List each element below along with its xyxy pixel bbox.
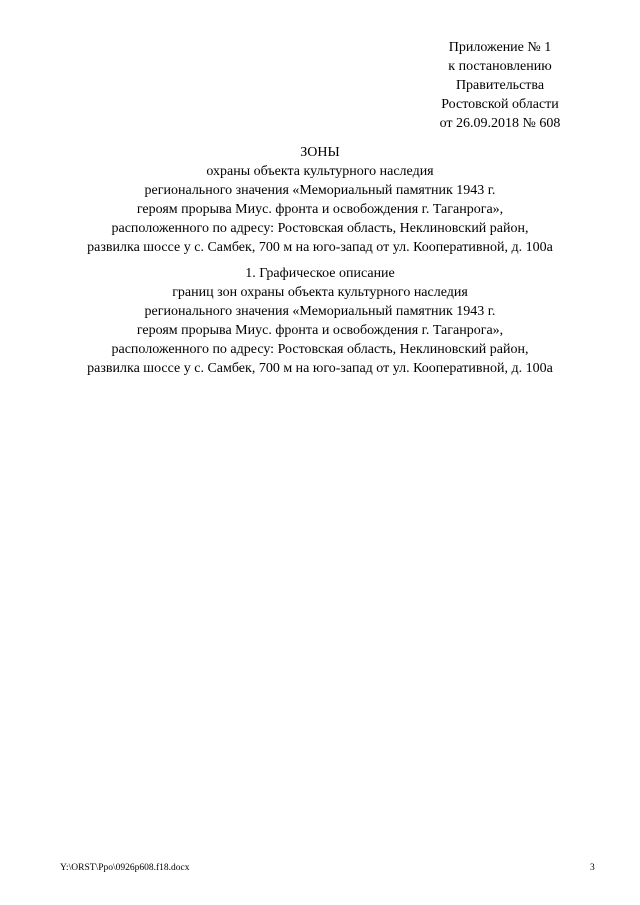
annex-number: Приложение № 1 xyxy=(448,40,552,55)
graphic-description-line: расположенного по адресу: Ростовская область, Неклиновский район, xyxy=(111,342,529,357)
footer-file-path: Y:\ORST\Ppo\0926p608.f18.docx xyxy=(60,863,190,873)
zones-line: регионального значения «Мемориальный памятник 1943 г. xyxy=(144,183,496,198)
annex-block xyxy=(400,38,600,133)
annex-government: Правительства xyxy=(455,78,545,93)
annex-region: Ростовской области xyxy=(441,97,559,112)
page-number: 3 xyxy=(590,863,595,873)
graphic-description-heading: 1. Графическое описание xyxy=(245,266,395,281)
graphic-description-line: героям прорыва Миус. фронта и освобождения г. Таганрога», xyxy=(136,323,504,338)
graphic-description-section xyxy=(20,264,620,378)
zones-section xyxy=(20,143,620,257)
zones-title: ЗОНЫ xyxy=(300,145,340,160)
zones-line: героям прорыва Миус. фронта и освобождения г. Таганрога», xyxy=(136,202,504,217)
zones-line: расположенного по адресу: Ростовская область, Неклиновский район, xyxy=(111,221,529,236)
annex-date-number: от 26.09.2018 № 608 xyxy=(439,116,561,131)
graphic-description-line: регионального значения «Мемориальный памятник 1943 г. xyxy=(144,304,496,319)
graphic-description-line: развилка шоссе у с. Самбек, 700 м на юго-запад от ул. Кооперативной, д. 100а xyxy=(87,361,553,376)
zones-line: охраны объекта культурного наследия xyxy=(206,164,434,179)
graphic-description-line: границ зон охраны объекта культурного наследия xyxy=(172,285,468,300)
annex-to-resolution: к постановлению xyxy=(448,59,552,74)
zones-line: развилка шоссе у с. Самбек, 700 м на юго-запад от ул. Кооперативной, д. 100а xyxy=(87,240,553,255)
